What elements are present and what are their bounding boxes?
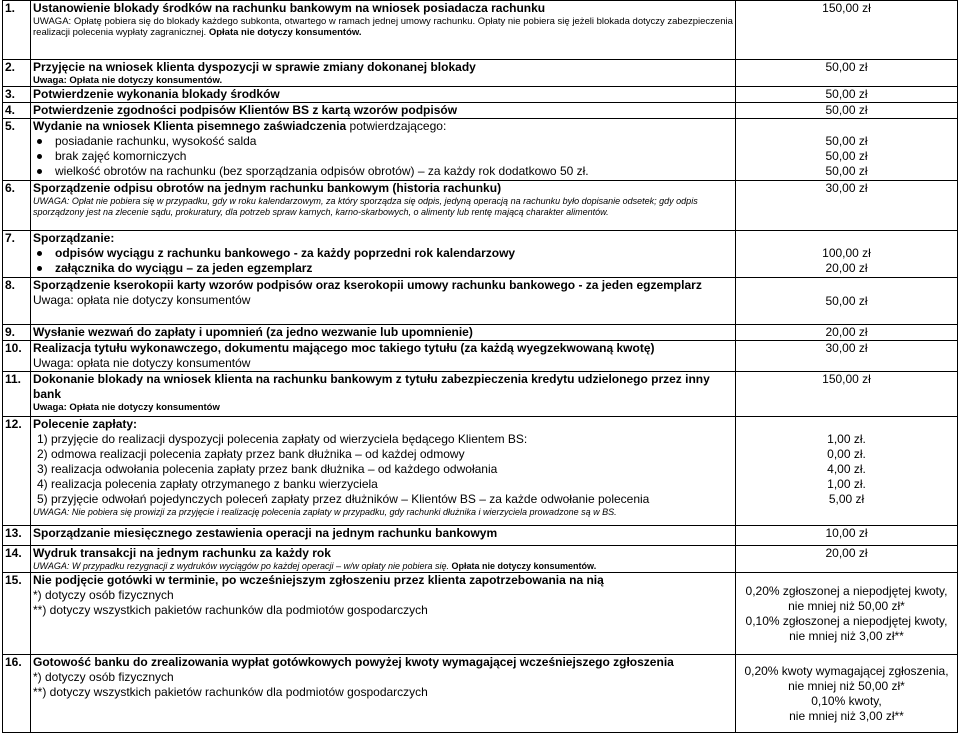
table-row — [3, 1, 958, 60]
row-number: 14. — [3, 546, 31, 573]
bullet-icon — [37, 139, 42, 144]
list-item: 4) realizacja polecenia zapłaty otrzymanego z banku wierzyciela — [37, 477, 378, 491]
row-description — [31, 655, 736, 733]
table-row — [3, 87, 958, 103]
row-title: Dokonanie blokady na wniosek klienta na rachunku bankowym z tytułu zabezpieczenia kredytu udzielonego przez inny bank — [33, 372, 710, 401]
list-item — [33, 261, 733, 276]
note-bold-text: Opłata nie dotyczy konsumentów. — [208, 27, 362, 38]
row-price: 30,00 zł — [736, 341, 958, 372]
price: nie mniej niż 3,00 zł** — [789, 628, 904, 643]
row-price-list — [736, 119, 958, 181]
title-bold: Wydanie na wniosek Klienta pisemnego zaświadczenia — [33, 119, 347, 133]
row-title: Potwierdzenie zgodności podpisów Klientów BS z kartą wzorów podpisów — [31, 103, 736, 119]
row-note: UWAGA: Opłat nie pobiera się w przypadku, gdy w roku kalendarzowym, za który sporządza się odpis, jedyną operacją na rachunku było dopisanie odsetek; gdy odpis sporządzony jest na zlecenie sądu, prokuratury, dla potrzeb spraw karnych, karno-skarbowych, o alimenty lub rentę mającą charakter alimentów. — [33, 196, 698, 217]
table-row — [3, 341, 958, 372]
row-number: 8. — [3, 278, 31, 325]
row-title: Wysłanie wezwań do zapłaty i upomnień (za jedno wezwanie lub upomnienie) — [31, 325, 736, 341]
table-row — [3, 103, 958, 119]
row-price-list — [736, 417, 958, 526]
list-item: 5) przyjęcie odwołań pojedynczych poleceń zapłaty przez dłużników – Klientów BS – za każde odwołanie polecenia — [37, 492, 650, 506]
row-number: 1. — [3, 1, 31, 60]
row-note: UWAGA: Nie pobiera się prowizji za przyjęcie i realizację polecenia zapłaty w przypadku, gdy rachunki dłużnika i wierzyciela prowadzone są w BS. — [33, 507, 617, 517]
list-item-text: posiadanie rachunku, wysokość salda — [55, 134, 257, 148]
row-price: 50,00 zł — [736, 60, 958, 87]
price: 0,20% kwoty wymagającej zgłoszenia, — [744, 663, 949, 678]
row-price: 20,00 zł — [736, 546, 958, 573]
price: 4,00 zł. — [827, 462, 866, 476]
price: 50,00 zł — [825, 149, 868, 163]
row-number: 11. — [3, 372, 31, 417]
table-row — [3, 526, 958, 546]
list-item — [33, 134, 733, 149]
row-title — [33, 119, 733, 134]
row-number: 2. — [3, 60, 31, 87]
list-item: 2) odmowa realizacji polecenia zapłaty przez bank dłużnika – od każdej odmowy — [37, 447, 465, 461]
table-row — [3, 417, 958, 526]
bullet-icon — [37, 169, 42, 174]
table-row — [3, 325, 958, 341]
row-description — [31, 341, 736, 372]
bullet-icon — [37, 266, 42, 271]
row-number: 15. — [3, 573, 31, 655]
price: 0,20% zgłoszonej a niepodjętej kwoty, — [745, 583, 948, 598]
row-title: Sporządzenie odpisu obrotów na jednym rachunku bankowym (historia rachunku) — [33, 181, 502, 195]
row-title: Polecenie zapłaty: — [33, 417, 138, 431]
row-price: 20,00 zł — [736, 325, 958, 341]
price: 1,00 zł. — [827, 432, 866, 446]
row-description — [31, 181, 736, 231]
row-note — [33, 16, 733, 38]
list-item-text: odpisów wyciągu z rachunku bankowego - za każdy poprzedni rok kalendarzowy — [55, 246, 516, 260]
row-description — [31, 372, 736, 417]
row-note — [33, 561, 733, 572]
row-title: Potwierdzenie wykonania blokady środków — [31, 87, 736, 103]
row-line: *) dotyczy osób fizycznych — [33, 588, 174, 602]
row-number: 16. — [3, 655, 31, 733]
price: 1,00 zł. — [827, 477, 866, 491]
price: 50,00 zł — [825, 164, 868, 178]
list-item-text: brak zajęć komorniczych — [55, 149, 187, 163]
row-number: 4. — [3, 103, 31, 119]
row-note: Uwaga: opłata nie dotyczy konsumentów — [33, 356, 251, 370]
row-title: Nie podjęcie gotówki w terminie, po wcześniejszym zgłoszeniu przez klienta zapotrzebowania na nią — [33, 573, 604, 587]
price: 50,00 zł — [825, 293, 868, 308]
row-price — [736, 278, 958, 325]
list-item — [33, 149, 733, 164]
note-bold-text: Opłata nie dotyczy konsumentów. — [451, 561, 597, 571]
row-description — [31, 278, 736, 325]
row-line: **) dotyczy wszystkich pakietów rachunków dla podmiotów gospodarczych — [33, 685, 428, 699]
row-description — [31, 546, 736, 573]
row-note: Uwaga: opłata nie dotyczy konsumentów — [33, 293, 251, 307]
table-row — [3, 573, 958, 655]
row-title: Sporządzenie kserokopii karty wzorów podpisów oraz kserokopii umowy rachunku bankowego - za jeden egzemplarz — [33, 278, 702, 292]
list-item: 1) przyjęcie do realizacji dyspozycji polecenia zapłaty od wierzyciela będącego Klientem BS: — [37, 432, 528, 446]
row-note: Uwaga: Opłata nie dotyczy konsumentów. — [33, 75, 223, 86]
row-title: Sporządzanie miesięcznego zestawienia operacji na jednym rachunku bankowym — [31, 526, 736, 546]
bullet-icon — [37, 154, 42, 159]
price: 100,00 zł — [822, 246, 871, 260]
price: 5,00 zł — [828, 492, 865, 506]
row-description — [31, 1, 736, 60]
list-item — [33, 246, 733, 261]
row-title: Przyjęcie na wniosek klienta dyspozycji w sprawie zmiany dokonanej blokady — [33, 60, 476, 74]
row-price: 150,00 zł — [736, 372, 958, 417]
table-row — [3, 60, 958, 87]
note-text: UWAGA: Opłatę pobiera się do blokady każdego subkonta, otwartego w ramach jednej umowy rachunku. Opłaty nie pobiera się jeżeli blokada dotyczy zabezpieczenia realizacji polecenia wypłaty zagranicznej. — [33, 16, 733, 38]
row-note: Uwaga: Opłata nie dotyczy konsumentów — [33, 402, 220, 413]
row-price-list — [736, 655, 958, 733]
row-description — [31, 119, 736, 181]
row-description — [31, 573, 736, 655]
row-price-list — [736, 573, 958, 655]
row-description — [31, 231, 736, 278]
row-price: 50,00 zł — [736, 87, 958, 103]
price: nie mniej niż 50,00 zł* — [788, 678, 905, 693]
table-row — [3, 278, 958, 325]
table-row — [3, 546, 958, 573]
row-price: 30,00 zł — [736, 181, 958, 231]
row-number: 12. — [3, 417, 31, 526]
price: 0,10% zgłoszonej a niepodjętej kwoty, — [745, 613, 948, 628]
row-number: 7. — [3, 231, 31, 278]
fee-table — [2, 0, 958, 733]
row-number: 5. — [3, 119, 31, 181]
row-price-list — [736, 231, 958, 278]
row-number: 13. — [3, 526, 31, 546]
row-title: Realizacja tytułu wykonawczego, dokumentu mającego moc takiego tytułu (za każdą wyegzekwowaną kwotę) — [33, 341, 655, 355]
price: nie mniej niż 50,00 zł* — [788, 598, 905, 613]
price: 50,00 zł — [825, 134, 868, 148]
row-number: 10. — [3, 341, 31, 372]
row-price: 50,00 zł — [736, 103, 958, 119]
price: 0,00 zł. — [827, 447, 866, 461]
row-price: 150,00 zł — [736, 1, 958, 60]
title-rest: potwierdzającego: — [346, 119, 447, 133]
row-title: Wydruk transakcji na jednym rachunku za każdy rok — [33, 546, 331, 560]
row-number: 9. — [3, 325, 31, 341]
row-title: Sporządzanie: — [33, 231, 115, 245]
row-title: Gotowość banku do zrealizowania wypłat gotówkowych powyżej kwoty wymagającej wcześniejszego zgłoszenia — [33, 655, 674, 669]
row-line: *) dotyczy osób fizycznych — [33, 670, 174, 684]
row-description — [31, 60, 736, 87]
price: 0,10% kwoty, — [811, 693, 882, 708]
table-row — [3, 372, 958, 417]
price: 20,00 zł — [825, 261, 868, 275]
row-price: 10,00 zł — [736, 526, 958, 546]
row-number: 3. — [3, 87, 31, 103]
row-description — [31, 417, 736, 526]
price: nie mniej niż 3,00 zł** — [789, 708, 904, 723]
row-title: Ustanowienie blokady środków na rachunku bankowym na wniosek posiadacza rachunku — [33, 1, 546, 15]
list-item-text: wielkość obrotów na rachunku (bez sporządzania odpisów obrotów) – za każdy rok dodatkowo 50 zł. — [55, 164, 589, 178]
row-number: 6. — [3, 181, 31, 231]
list-item — [33, 164, 733, 179]
table-row — [3, 181, 958, 231]
list-item-text: załącznika do wyciągu – za jeden egzemplarz — [55, 261, 313, 275]
bullet-icon — [37, 251, 42, 256]
table-row — [3, 655, 958, 733]
list-item: 3) realizacja odwołania polecenia zapłaty przez bank dłużnika – od każdego odwołania — [37, 462, 498, 476]
note-text: UWAGA: W przypadku rezygnacji z wydruków wyciągów po każdej operacji – w/w opłaty nie pobiera się. — [33, 561, 450, 571]
row-line: **) dotyczy wszystkich pakietów rachunków dla podmiotów gospodarczych — [33, 603, 428, 617]
table-row — [3, 231, 958, 278]
table-row — [3, 119, 958, 181]
